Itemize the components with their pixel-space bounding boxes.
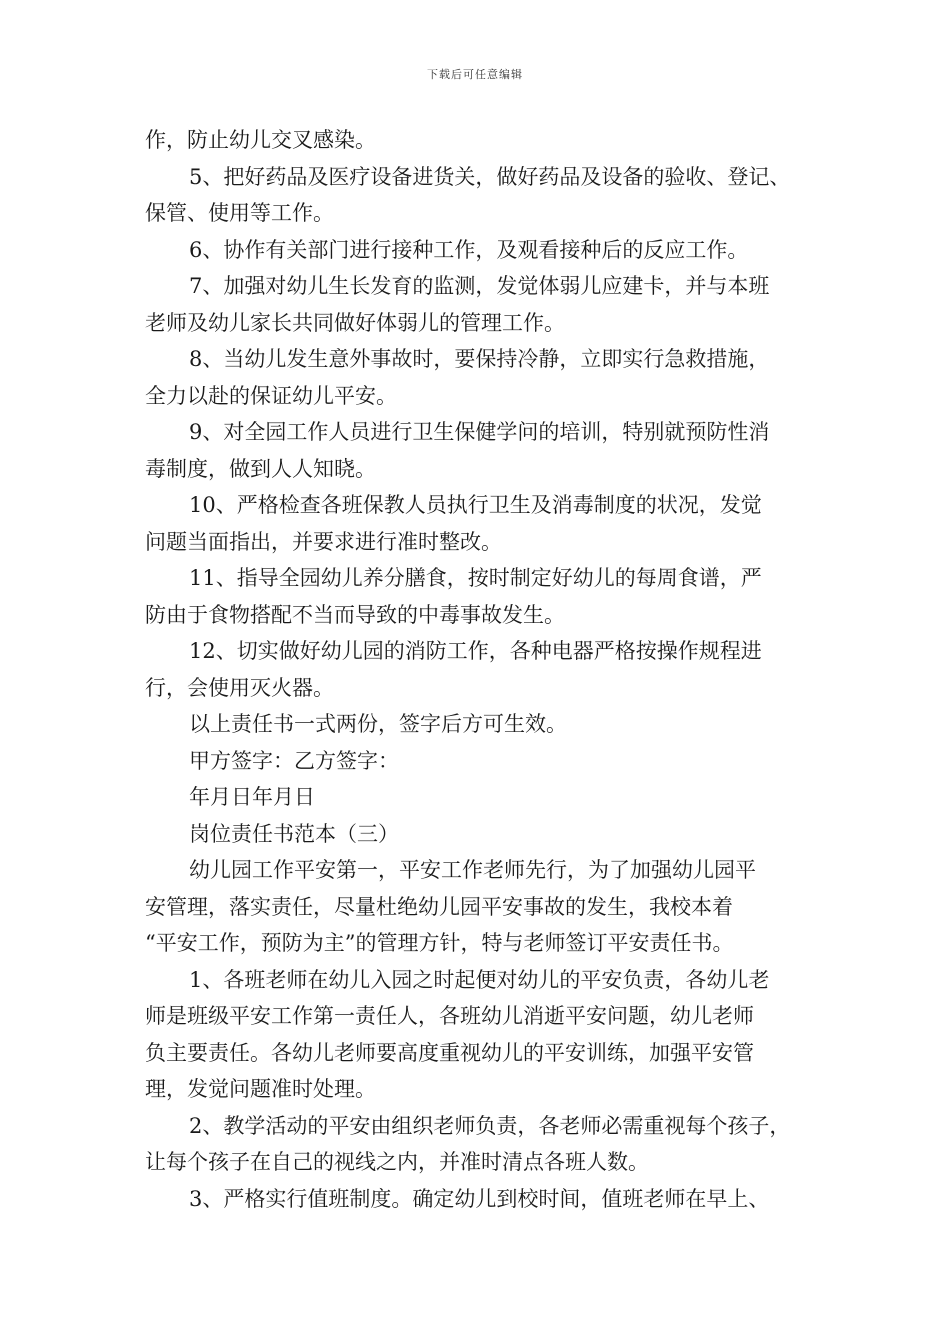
text-line: 作，防止幼儿交叉感染。 [145,128,376,152]
text-line: 幼儿园工作平安第一，平安工作老师先行，为了加强幼儿园平 [189,858,756,882]
text-line: 安管理，落实责任，尽量杜绝幼儿园平安事故的发生，我校本着 [145,894,733,919]
text-line: 6、协作有关部门进行接种工作，及观看接种后的反应工作。 [189,237,749,262]
text-line: “平安工作，预防为主”的管理方针，特与老师签订平安责任书。 [145,931,734,955]
document-body [145,122,825,1217]
text-line: 10、严格检查各班保教人员执行卫生及消毒制度的状况，发觉 [189,493,762,517]
text-line: 全力以赴的保证幼儿平安。 [145,383,397,408]
text-line: 甲方签字：乙方签字： [189,748,399,773]
page-header: 下载后可任意编辑 [427,68,523,81]
text-line: 理，发觉问题准时处理。 [145,1077,376,1101]
text-line: 让每个孩子在自己的视线之内，并准时清点各班人数。 [145,1150,649,1174]
text-line: 防由于食物搭配不当而导致的中毒事故发生。 [145,602,565,627]
text-line: 年月日年月日 [189,785,315,809]
text-line: 行，会使用灭火器。 [145,675,334,700]
text-line: 2、教学活动的平安由组织老师负责，各老师必需重视每个孩子， [189,1113,791,1138]
text-line: 7、加强对幼儿生长发育的监测，发觉体弱儿应建卡，并与本班 [189,274,770,298]
text-line: 11、指导全园幼儿养分膳食，按时制定好幼儿的每周食谱，严 [189,566,762,590]
text-line: 保管、使用等工作。 [145,201,334,225]
text-line: 12、切实做好幼儿园的消防工作，各种电器严格按操作规程进 [189,639,762,663]
text-line: 9、对全园工作人员进行卫生保健学问的培训，特别就预防性消 [189,420,770,444]
text-line: 老师及幼儿家长共同做好体弱儿的管理工作。 [145,310,565,335]
text-line: 毒制度，做到人人知晓。 [145,456,376,481]
text-line: 问题当面指出，并要求进行准时整改。 [145,529,502,554]
text-line: 岗位责任书范本（三） [189,821,399,846]
text-line: 负主要责任。各幼儿老师要高度重视幼儿的平安训练，加强平安管 [145,1040,754,1065]
text-line: 以上责任书一式两份，签字后方可生效。 [189,712,567,736]
text-line: 1、各班老师在幼儿入园之时起便对幼儿的平安负责，各幼儿老 [189,967,770,992]
text-line: 5、把好药品及医疗设备进货关，做好药品及设备的验收、登记、 [189,164,791,189]
text-line: 8、当幼儿发生意外事故时，要保持冷静，立即实行急救措施， [189,347,770,371]
text-line: 3、严格实行值班制度。确定幼儿到校时间，值班老师在早上、 [189,1186,770,1211]
text-line: 师是班级平安工作第一责任人，各班幼儿消逝平安问题，幼儿老师 [145,1004,754,1028]
